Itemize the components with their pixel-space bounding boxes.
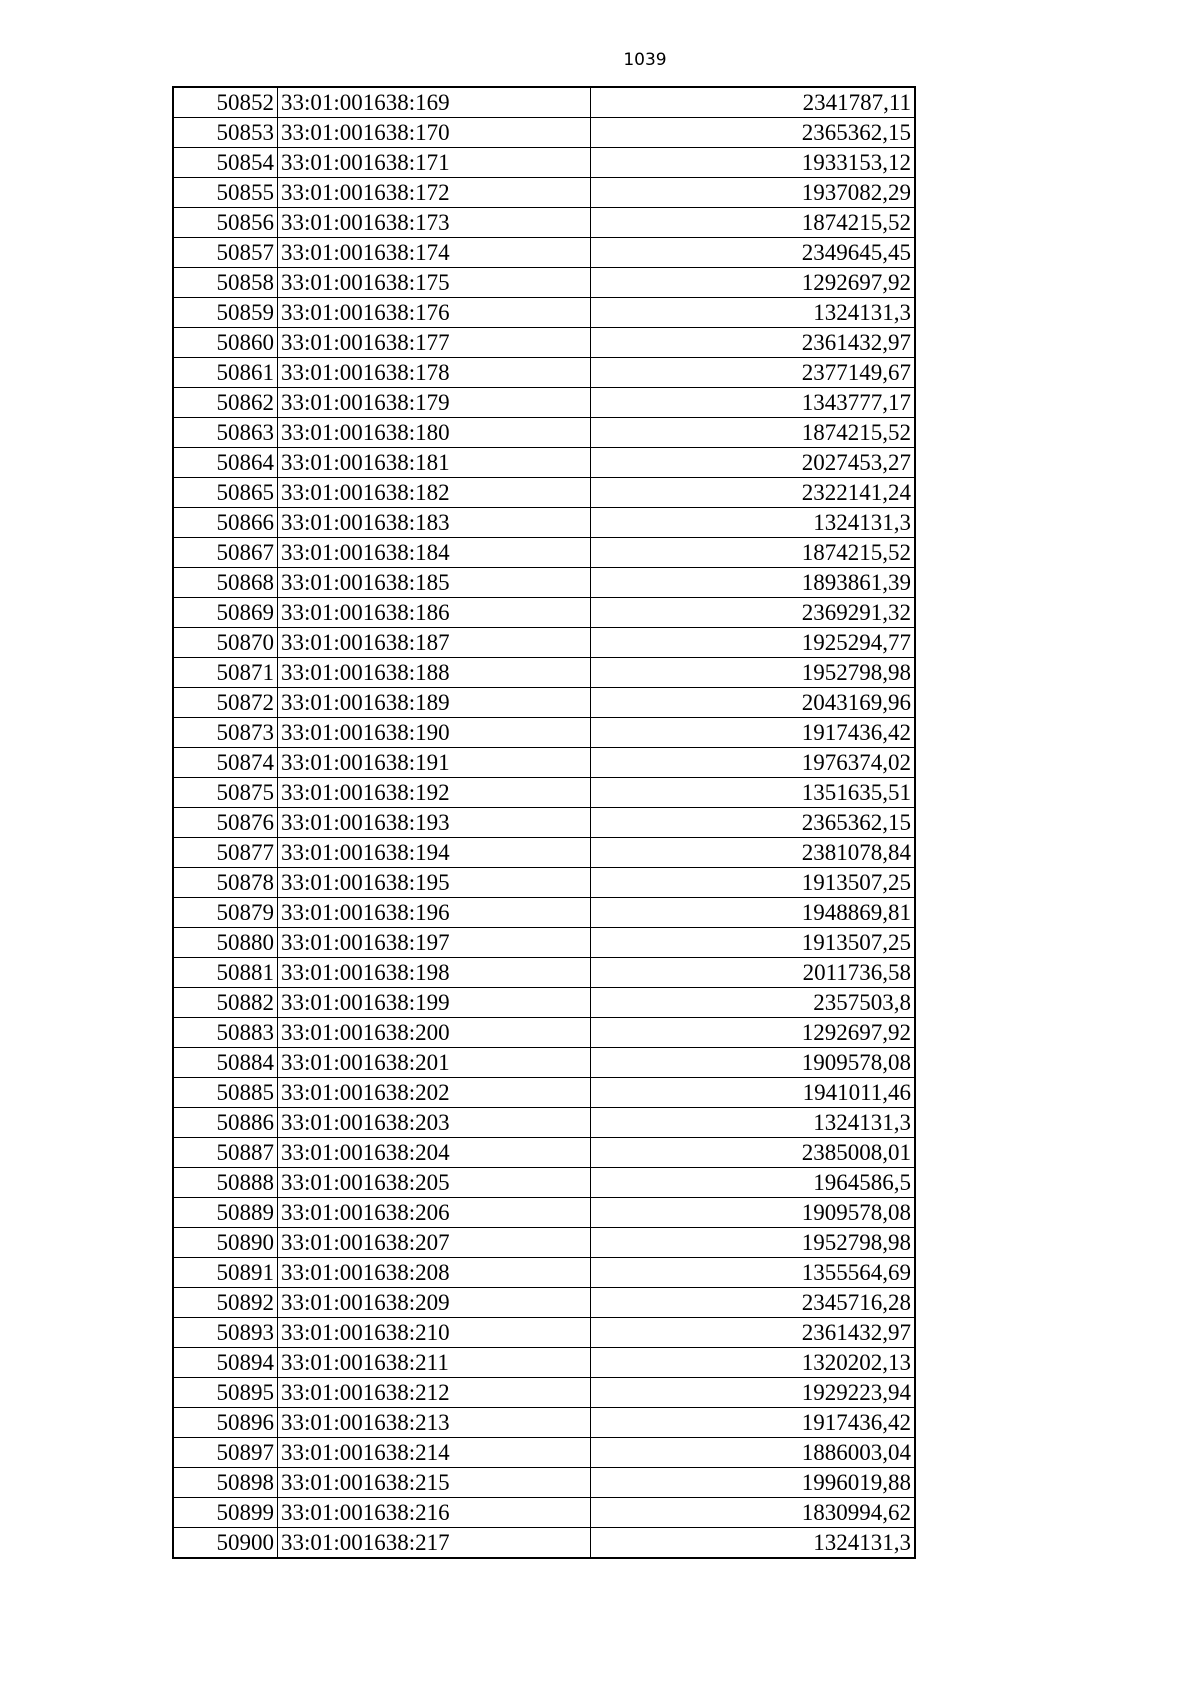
cadastral-value-cell: 2381078,84 — [591, 838, 916, 868]
cadastral-number-cell: 33:01:001638:202 — [278, 1078, 591, 1108]
cadastral-number-cell: 33:01:001638:179 — [278, 388, 591, 418]
table-row — [173, 898, 915, 928]
row-number-cell: 50890 — [173, 1228, 278, 1258]
table-row — [173, 1528, 915, 1559]
cadastral-value-cell: 1874215,52 — [591, 418, 916, 448]
cadastral-number-cell: 33:01:001638:173 — [278, 208, 591, 238]
cadastral-value-cell: 2027453,27 — [591, 448, 916, 478]
cadastral-value-cell: 1320202,13 — [591, 1348, 916, 1378]
row-number-cell: 50852 — [173, 87, 278, 118]
row-number-cell: 50895 — [173, 1378, 278, 1408]
row-number-cell: 50883 — [173, 1018, 278, 1048]
table-row — [173, 1348, 915, 1378]
cadastral-number-cell: 33:01:001638:204 — [278, 1138, 591, 1168]
cadastral-value-cell: 1964586,5 — [591, 1168, 916, 1198]
row-number-cell: 50858 — [173, 268, 278, 298]
cadastral-value-cell: 2357503,8 — [591, 988, 916, 1018]
cadastral-number-cell: 33:01:001638:178 — [278, 358, 591, 388]
table-row — [173, 358, 915, 388]
table-row — [173, 1198, 915, 1228]
table-row — [173, 1108, 915, 1138]
cadastral-value-cell: 1952798,98 — [591, 1228, 916, 1258]
cadastral-value-cell: 1913507,25 — [591, 868, 916, 898]
cadastral-value-cell: 1941011,46 — [591, 1078, 916, 1108]
row-number-cell: 50853 — [173, 118, 278, 148]
cadastral-value-cell: 1937082,29 — [591, 178, 916, 208]
cadastral-number-cell: 33:01:001638:187 — [278, 628, 591, 658]
table-row — [173, 508, 915, 538]
row-number-cell: 50891 — [173, 1258, 278, 1288]
cadastral-number-cell: 33:01:001638:186 — [278, 598, 591, 628]
cadastral-number-cell: 33:01:001638:201 — [278, 1048, 591, 1078]
row-number-cell: 50879 — [173, 898, 278, 928]
cadastral-number-cell: 33:01:001638:199 — [278, 988, 591, 1018]
row-number-cell: 50871 — [173, 658, 278, 688]
cadastral-number-cell: 33:01:001638:191 — [278, 748, 591, 778]
row-number-cell: 50854 — [173, 148, 278, 178]
cadastral-value-cell: 1952798,98 — [591, 658, 916, 688]
cadastral-number-cell: 33:01:001638:206 — [278, 1198, 591, 1228]
table-row — [173, 1078, 915, 1108]
table-row — [173, 868, 915, 898]
row-number-cell: 50884 — [173, 1048, 278, 1078]
row-number-cell: 50889 — [173, 1198, 278, 1228]
table-row — [173, 1258, 915, 1288]
row-number-cell: 50861 — [173, 358, 278, 388]
row-number-cell: 50882 — [173, 988, 278, 1018]
cadastral-value-cell: 1324131,3 — [591, 298, 916, 328]
cadastral-value-cell: 1996019,88 — [591, 1468, 916, 1498]
table-row — [173, 718, 915, 748]
cadastral-number-cell: 33:01:001638:213 — [278, 1408, 591, 1438]
table-row — [173, 1228, 915, 1258]
cadastral-value-cell: 1925294,77 — [591, 628, 916, 658]
cadastral-value-cell: 1913507,25 — [591, 928, 916, 958]
cadastral-number-cell: 33:01:001638:216 — [278, 1498, 591, 1528]
table-row — [173, 778, 915, 808]
cadastral-number-cell: 33:01:001638:183 — [278, 508, 591, 538]
row-number-cell: 50877 — [173, 838, 278, 868]
cadastral-value-cell: 1893861,39 — [591, 568, 916, 598]
cadastral-value-cell: 2361432,97 — [591, 1318, 916, 1348]
cadastral-value-cell: 2369291,32 — [591, 598, 916, 628]
cadastral-value-cell: 1874215,52 — [591, 538, 916, 568]
cadastral-value-cell: 1909578,08 — [591, 1198, 916, 1228]
table-row — [173, 1048, 915, 1078]
cadastral-number-cell: 33:01:001638:171 — [278, 148, 591, 178]
cadastral-value-cell: 1830994,62 — [591, 1498, 916, 1528]
cadastral-number-cell: 33:01:001638:207 — [278, 1228, 591, 1258]
row-number-cell: 50880 — [173, 928, 278, 958]
row-number-cell: 50862 — [173, 388, 278, 418]
cadastral-number-cell: 33:01:001638:189 — [278, 688, 591, 718]
row-number-cell: 50866 — [173, 508, 278, 538]
table-row — [173, 87, 915, 118]
cadastral-value-cell: 1324131,3 — [591, 1108, 916, 1138]
table-row — [173, 1468, 915, 1498]
table-row — [173, 568, 915, 598]
table-row — [173, 628, 915, 658]
cadastral-number-cell: 33:01:001638:210 — [278, 1318, 591, 1348]
cadastral-number-cell: 33:01:001638:184 — [278, 538, 591, 568]
cadastral-value-cell: 1343777,17 — [591, 388, 916, 418]
table-row — [173, 1018, 915, 1048]
table-row — [173, 748, 915, 778]
row-number-cell: 50900 — [173, 1528, 278, 1559]
cadastral-number-cell: 33:01:001638:172 — [278, 178, 591, 208]
cadastral-value-cell: 1351635,51 — [591, 778, 916, 808]
row-number-cell: 50864 — [173, 448, 278, 478]
cadastral-number-cell: 33:01:001638:208 — [278, 1258, 591, 1288]
cadastral-number-cell: 33:01:001638:211 — [278, 1348, 591, 1378]
cadastral-number-cell: 33:01:001638:209 — [278, 1288, 591, 1318]
row-number-cell: 50870 — [173, 628, 278, 658]
cadastral-value-cell: 2365362,15 — [591, 118, 916, 148]
table-row — [173, 928, 915, 958]
row-number-cell: 50855 — [173, 178, 278, 208]
cadastral-number-cell: 33:01:001638:182 — [278, 478, 591, 508]
table-row — [173, 808, 915, 838]
row-number-cell: 50863 — [173, 418, 278, 448]
row-number-cell: 50885 — [173, 1078, 278, 1108]
cadastral-number-cell: 33:01:001638:203 — [278, 1108, 591, 1138]
cadastral-value-cell: 1324131,3 — [591, 508, 916, 538]
table-row — [173, 1408, 915, 1438]
cadastral-number-cell: 33:01:001638:214 — [278, 1438, 591, 1468]
cadastral-number-cell: 33:01:001638:174 — [278, 238, 591, 268]
row-number-cell: 50873 — [173, 718, 278, 748]
cadastral-value-cell: 2349645,45 — [591, 238, 916, 268]
cadastral-number-cell: 33:01:001638:217 — [278, 1528, 591, 1559]
row-number-cell: 50892 — [173, 1288, 278, 1318]
row-number-cell: 50859 — [173, 298, 278, 328]
cadastral-value-cell: 1324131,3 — [591, 1528, 916, 1559]
row-number-cell: 50860 — [173, 328, 278, 358]
table-row — [173, 1498, 915, 1528]
table-row — [173, 208, 915, 238]
table-body — [173, 87, 915, 1558]
row-number-cell: 50899 — [173, 1498, 278, 1528]
table-row — [173, 1438, 915, 1468]
table-row — [173, 1318, 915, 1348]
cadastral-value-cell: 2322141,24 — [591, 478, 916, 508]
page-number: 1039 — [623, 50, 667, 70]
table-row — [173, 298, 915, 328]
row-number-cell: 50868 — [173, 568, 278, 598]
cadastral-value-cell: 1909578,08 — [591, 1048, 916, 1078]
table-row — [173, 328, 915, 358]
cadastral-number-cell: 33:01:001638:198 — [278, 958, 591, 988]
table-row — [173, 1168, 915, 1198]
table-row — [173, 388, 915, 418]
row-number-cell: 50872 — [173, 688, 278, 718]
cadastral-value-cell: 1874215,52 — [591, 208, 916, 238]
cadastral-value-cell: 1933153,12 — [591, 148, 916, 178]
cadastral-value-cell: 2043169,96 — [591, 688, 916, 718]
cadastral-value-cell: 2341787,11 — [591, 87, 916, 118]
cadastral-value-cell: 2385008,01 — [591, 1138, 916, 1168]
row-number-cell: 50896 — [173, 1408, 278, 1438]
table-row — [173, 988, 915, 1018]
cadastral-value-cell: 1917436,42 — [591, 718, 916, 748]
table-row — [173, 958, 915, 988]
row-number-cell: 50857 — [173, 238, 278, 268]
cadastral-number-cell: 33:01:001638:212 — [278, 1378, 591, 1408]
cadastral-value-cell: 1929223,94 — [591, 1378, 916, 1408]
row-number-cell: 50898 — [173, 1468, 278, 1498]
cadastral-value-cell: 2361432,97 — [591, 328, 916, 358]
cadastral-number-cell: 33:01:001638:192 — [278, 778, 591, 808]
row-number-cell: 50874 — [173, 748, 278, 778]
cadastral-value-cell: 1917436,42 — [591, 1408, 916, 1438]
table-row — [173, 1138, 915, 1168]
cadastral-number-cell: 33:01:001638:169 — [278, 87, 591, 118]
cadastral-value-cell: 1292697,92 — [591, 1018, 916, 1048]
cadastral-number-cell: 33:01:001638:175 — [278, 268, 591, 298]
cadastral-value-cell: 1355564,69 — [591, 1258, 916, 1288]
row-number-cell: 50894 — [173, 1348, 278, 1378]
cadastral-number-cell: 33:01:001638:195 — [278, 868, 591, 898]
table-row — [173, 1378, 915, 1408]
cadastral-value-cell: 1976374,02 — [591, 748, 916, 778]
cadastral-number-cell: 33:01:001638:177 — [278, 328, 591, 358]
row-number-cell: 50886 — [173, 1108, 278, 1138]
row-number-cell: 50888 — [173, 1168, 278, 1198]
cadastral-value-cell: 1292697,92 — [591, 268, 916, 298]
table-row — [173, 538, 915, 568]
table-row — [173, 448, 915, 478]
cadastral-number-cell: 33:01:001638:176 — [278, 298, 591, 328]
cadastral-number-cell: 33:01:001638:185 — [278, 568, 591, 598]
cadastral-value-cell: 2345716,28 — [591, 1288, 916, 1318]
row-number-cell: 50887 — [173, 1138, 278, 1168]
cadastral-value-cell: 2365362,15 — [591, 808, 916, 838]
cadastral-number-cell: 33:01:001638:196 — [278, 898, 591, 928]
table-row — [173, 118, 915, 148]
table-row — [173, 268, 915, 298]
cadastral-number-cell: 33:01:001638:170 — [278, 118, 591, 148]
row-number-cell: 50867 — [173, 538, 278, 568]
cadastral-number-cell: 33:01:001638:215 — [278, 1468, 591, 1498]
row-number-cell: 50856 — [173, 208, 278, 238]
table-row — [173, 238, 915, 268]
table-row — [173, 478, 915, 508]
cadastral-value-cell: 2377149,67 — [591, 358, 916, 388]
cadastral-number-cell: 33:01:001638:205 — [278, 1168, 591, 1198]
table-row — [173, 178, 915, 208]
cadastral-value-cell: 1948869,81 — [591, 898, 916, 928]
table-row — [173, 418, 915, 448]
cadastral-number-cell: 33:01:001638:180 — [278, 418, 591, 448]
cadastral-number-cell: 33:01:001638:194 — [278, 838, 591, 868]
table-row — [173, 598, 915, 628]
table-row — [173, 838, 915, 868]
cadastral-value-table — [172, 86, 916, 1559]
row-number-cell: 50875 — [173, 778, 278, 808]
row-number-cell: 50878 — [173, 868, 278, 898]
row-number-cell: 50881 — [173, 958, 278, 988]
cadastral-number-cell: 33:01:001638:188 — [278, 658, 591, 688]
cadastral-number-cell: 33:01:001638:190 — [278, 718, 591, 748]
cadastral-number-cell: 33:01:001638:200 — [278, 1018, 591, 1048]
table-row — [173, 688, 915, 718]
cadastral-value-cell: 2011736,58 — [591, 958, 916, 988]
cadastral-number-cell: 33:01:001638:197 — [278, 928, 591, 958]
row-number-cell: 50865 — [173, 478, 278, 508]
cadastral-number-cell: 33:01:001638:181 — [278, 448, 591, 478]
cadastral-number-cell: 33:01:001638:193 — [278, 808, 591, 838]
row-number-cell: 50869 — [173, 598, 278, 628]
row-number-cell: 50897 — [173, 1438, 278, 1468]
table-row — [173, 658, 915, 688]
cadastral-value-cell: 1886003,04 — [591, 1438, 916, 1468]
table-row — [173, 148, 915, 178]
table-row — [173, 1288, 915, 1318]
row-number-cell: 50893 — [173, 1318, 278, 1348]
row-number-cell: 50876 — [173, 808, 278, 838]
